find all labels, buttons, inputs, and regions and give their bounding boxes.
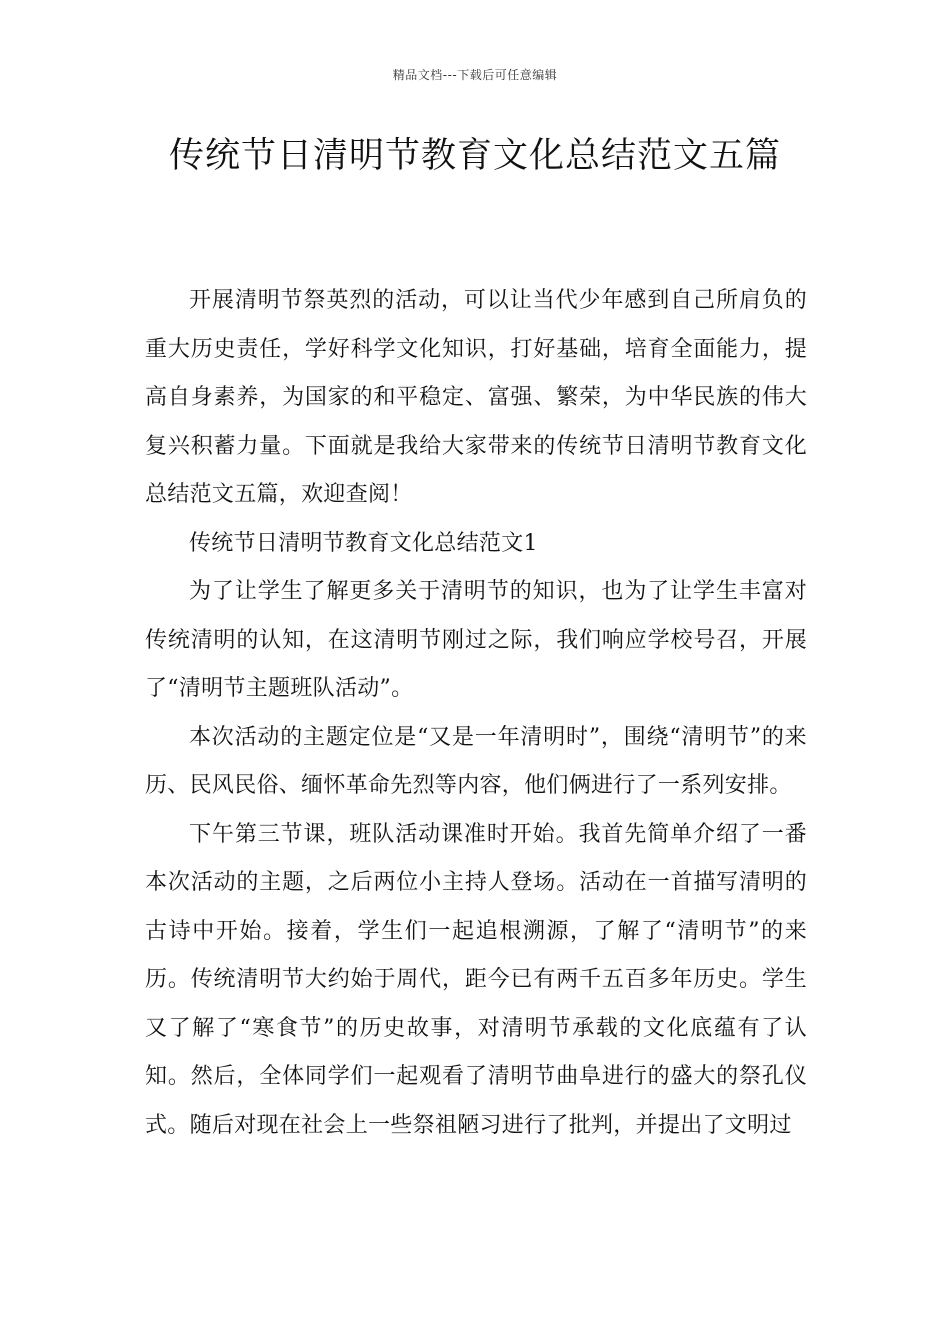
body-paragraph: 下午第三节课，班队活动课准时开始。我首先简单介绍了一番本次活动的主题，之后两位小主持人登场。活动在一首描写清明的古诗中开始。接着，学生们一起追根溯源，了解了“清明节”的来历。传统清明节大约始于周代，距今已有两千五百多年历史。学生又了解了“寒食节”的历史故事，对清明节承载的文化底蕴有了认知。然后，全体同学们一起观看了清明节曲阜进行的盛大的祭孔仪式。随后对现在社会上一些祭祖陋习进行了批判，并提出了文明过	[145, 821, 807, 1138]
body-paragraph: 为了让学生了解更多关于清明节的知识，也为了让学生丰富对传统清明的认知，在这清明节刚过之际，我们响应学校号召，开展了“清明节主题班队活动”。	[145, 579, 807, 701]
body-paragraph: 本次活动的主题定位是“又是一年清明时”，围绕“清明节”的来历、民风民俗、缅怀革命先烈等内容，他们俩进行了一系列安排。	[145, 724, 807, 798]
document-body	[145, 277, 807, 1150]
header-note: 精品文档---下载后可任意编辑	[392, 68, 558, 82]
section-heading: 传统节日清明节教育文化总结范文1	[189, 530, 538, 556]
document-title: 传统节日清明节教育文化总结范文五篇	[168, 136, 781, 176]
intro-paragraph: 开展清明节祭英烈的活动，可以让当代少年感到自己所肩负的重大历史责任，学好科学文化知识，打好基础，培育全面能力，提高自身素养，为国家的和平稳定、富强、繁荣，为中华民族的伟大复兴积蓄力量。下面就是我给大家带来的传统节日清明节教育文化总结范文五篇，欢迎查阅！	[145, 288, 807, 507]
